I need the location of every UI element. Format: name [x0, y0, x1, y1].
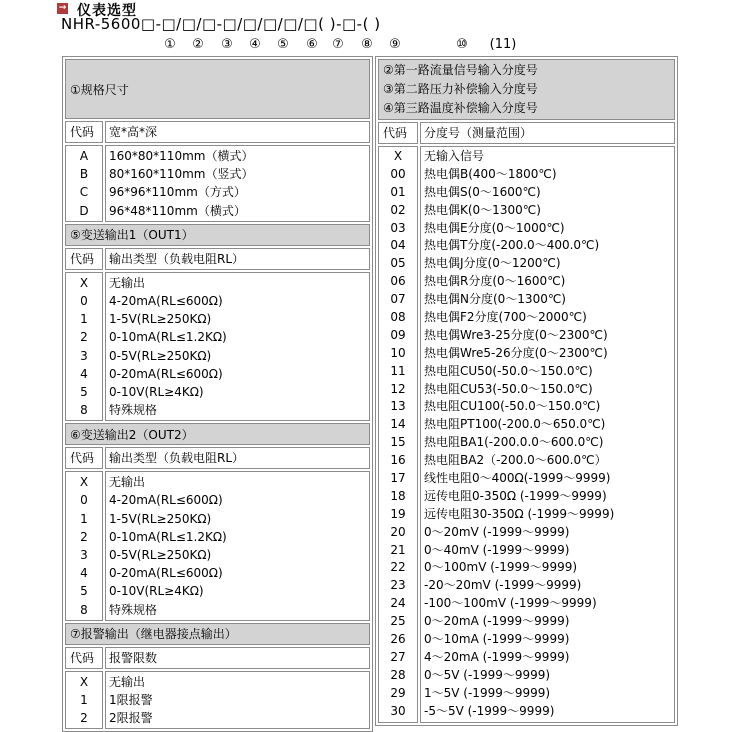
- code-value: 0: [80, 493, 88, 508]
- code-value: 18: [390, 488, 406, 503]
- code-value: 2: [80, 711, 88, 726]
- desc-value: 0～20mV (-1999～9999): [424, 524, 570, 539]
- position-marker: ⑤: [277, 37, 289, 52]
- desc-value: 96*48*110mm（横式）: [109, 203, 246, 218]
- col-header-code: 代码: [65, 248, 103, 270]
- desc-value: 热电阻CU100(-50.0～150.0℃): [424, 399, 601, 414]
- code-value: 07: [390, 292, 406, 307]
- code-value: 19: [390, 506, 406, 521]
- input-header-line: ②第一路流量信号输入分度号: [383, 63, 538, 77]
- desc-value: 热电阻BA2（-200.0～600.0℃）: [424, 453, 607, 468]
- position-marker: ⑦: [332, 37, 344, 52]
- code-list: [65, 272, 103, 422]
- code-value: 08: [390, 310, 406, 325]
- code-value: X: [79, 275, 89, 290]
- col-header-desc: 输出类型（负载电阻RL）: [105, 248, 370, 270]
- desc-value: 4～20mA (-1999～9999): [424, 649, 570, 664]
- code-value: 5: [80, 584, 88, 599]
- code-list: [65, 471, 103, 621]
- desc-value: 0-10mA(RL≤1.2KΩ): [109, 529, 227, 544]
- model-code-line: NHR-5600□-□/□/□-□/□/□/□/□( )-□-( ): [61, 15, 381, 33]
- position-markers-row: [0, 37, 735, 54]
- code-value: 06: [390, 274, 406, 289]
- col-header-code: 代码: [65, 447, 103, 469]
- col-header-code: 代码: [65, 121, 103, 143]
- code-value: 1: [80, 692, 88, 707]
- col-header-desc: 宽*高*深: [105, 121, 370, 143]
- section-header-out2: ⑥变送输出2（OUT2）: [65, 423, 370, 445]
- desc-value: 0～5V (-1999～9999): [424, 667, 551, 682]
- code-value: 10: [390, 345, 406, 360]
- code-value: 16: [390, 453, 406, 468]
- code-value: 03: [390, 220, 406, 235]
- position-marker: ⑨: [389, 37, 401, 52]
- desc-value: 热电偶Wre3-25分度(0～2300℃): [424, 327, 608, 342]
- code-list: [65, 145, 103, 222]
- desc-value: 160*80*110mm（横式）: [109, 149, 254, 163]
- code-value: 22: [390, 560, 406, 575]
- desc-list: [105, 471, 370, 621]
- desc-value: 2限报警: [109, 711, 153, 726]
- code-value: X: [79, 674, 89, 689]
- desc-list: [105, 145, 370, 222]
- code-value: 4: [80, 366, 88, 381]
- col-header-desc: 输出类型（负载电阻RL）: [105, 447, 370, 469]
- desc-value: 热电偶N分度(0～1300℃): [424, 292, 566, 307]
- code-value: 1: [80, 312, 88, 327]
- desc-value: 0-20mA(RL≤600Ω): [109, 366, 223, 381]
- code-value: 8: [80, 403, 88, 418]
- code-value: 05: [390, 256, 406, 271]
- code-value: 4: [80, 566, 88, 581]
- code-value: 26: [390, 632, 406, 647]
- desc-value: 0-5V(RL≥250KΩ): [109, 548, 212, 562]
- desc-value: 热电偶R分度(0～1600℃): [424, 274, 566, 289]
- code-value: 20: [390, 524, 406, 539]
- desc-value: 热电偶K(0～1300℃): [424, 202, 541, 217]
- desc-value: 0～100mV (-1999～9999): [424, 560, 578, 575]
- code-value: C: [79, 185, 89, 200]
- code-value: 24: [390, 596, 406, 611]
- code-value: 28: [390, 667, 406, 682]
- col-header-desc: 报警限数: [105, 647, 370, 669]
- desc-value: 无输出: [109, 275, 146, 290]
- position-marker: ②: [192, 37, 204, 52]
- arrow-right-bullet-icon: →: [58, 3, 67, 13]
- desc-value: -100～100mV (-1999～9999): [424, 596, 597, 611]
- code-value: D: [79, 203, 89, 218]
- position-marker: ①: [164, 37, 176, 52]
- desc-value: -20～20mV (-1999～9999): [424, 578, 582, 593]
- code-value: 3: [80, 548, 88, 562]
- code-value: 21: [390, 542, 406, 557]
- col-header-code: 代码: [65, 647, 103, 669]
- desc-value: 80*160*110mm（竖式）: [109, 167, 254, 182]
- left-spec-table: [62, 56, 373, 732]
- desc-value: 特殊规格: [109, 403, 158, 418]
- code-value: 11: [390, 363, 406, 378]
- code-value: X: [393, 149, 403, 163]
- desc-value: 96*96*110mm（方式）: [109, 185, 246, 200]
- code-value: 17: [390, 471, 406, 486]
- code-value: 09: [390, 327, 406, 342]
- code-value: B: [79, 167, 89, 182]
- desc-value: 无输出: [109, 475, 146, 490]
- desc-value: 1-5V(RL≥250KΩ): [109, 312, 212, 327]
- code-list: [378, 146, 418, 723]
- desc-value: 热电偶T分度(-200.0～400.0℃): [424, 238, 600, 253]
- code-value: 30: [390, 703, 406, 718]
- code-value: 0: [80, 293, 88, 308]
- desc-value: 0～20mA (-1999～9999): [424, 614, 570, 629]
- desc-value: 热电阻BA1(-200.0.0～600.0℃): [424, 435, 604, 450]
- desc-value: 热电偶E分度(0～1000℃): [424, 220, 565, 235]
- code-value: 14: [390, 417, 406, 432]
- position-marker: (11): [489, 37, 517, 52]
- code-value: 00: [390, 166, 406, 181]
- desc-list: [105, 272, 370, 422]
- code-value: 2: [80, 529, 88, 544]
- position-marker: ④: [249, 37, 261, 52]
- desc-value: 4-20mA(RL≤600Ω): [109, 293, 223, 308]
- desc-value: 热电偶Wre5-26分度(0～2300℃): [424, 345, 608, 360]
- desc-value: 0-10mA(RL≤1.2KΩ): [109, 330, 227, 345]
- desc-value: 热电偶J分度(0～1200℃): [424, 256, 561, 271]
- desc-value: 0-10V(RL≥4KΩ): [109, 584, 204, 599]
- code-value: 3: [80, 348, 88, 363]
- col-header-desc: 分度号（测量范围）: [420, 122, 675, 144]
- desc-value: 0-5V(RL≥250KΩ): [109, 348, 212, 363]
- col-header-code: 代码: [378, 122, 418, 144]
- code-value: 12: [390, 381, 406, 396]
- desc-value: 无输出: [109, 674, 146, 689]
- code-value: 13: [390, 399, 406, 414]
- desc-value: 无输入信号: [424, 149, 485, 163]
- desc-value: 热电阻CU53(-50.0～150.0℃): [424, 381, 593, 396]
- code-value: 15: [390, 435, 406, 450]
- code-value: 2: [80, 330, 88, 345]
- desc-value: 0～40mV (-1999～9999): [424, 542, 570, 557]
- desc-value: -5～5V (-1999～9999): [424, 703, 555, 718]
- desc-value: 1～5V (-1999～9999): [424, 685, 551, 700]
- position-marker: ⑧: [361, 37, 373, 52]
- code-value: 02: [390, 202, 406, 217]
- desc-value: 热电偶S(0～1600℃): [424, 184, 541, 199]
- desc-value: 0～10mA (-1999～9999): [424, 632, 570, 647]
- code-value: 25: [390, 614, 406, 629]
- section-header-inputs: [378, 59, 675, 120]
- position-marker: ⑩: [456, 37, 468, 52]
- desc-value: 热电偶B(400～1800℃): [424, 166, 557, 181]
- desc-list: [420, 146, 675, 723]
- desc-value: 远传电阻30-350Ω (-1999～9999): [424, 506, 615, 521]
- section-header-alarm: ⑦报警输出（继电器接点输出）: [65, 623, 370, 645]
- position-marker: ③: [221, 37, 233, 52]
- page-title: 仪表选型: [77, 3, 137, 19]
- code-value: 04: [390, 238, 406, 253]
- code-value: 5: [80, 384, 88, 399]
- desc-value: 4-20mA(RL≤600Ω): [109, 493, 223, 508]
- desc-value: 0-20mA(RL≤600Ω): [109, 566, 223, 581]
- desc-value: 特殊规格: [109, 602, 158, 617]
- desc-value: 线性电阻0～400Ω(-1999～9999): [424, 471, 611, 486]
- desc-value: 远传电阻0-350Ω (-1999～9999): [424, 488, 607, 503]
- right-spec-table: [375, 56, 678, 726]
- input-header-line: ④第三路温度补偿输入分度号: [383, 101, 538, 115]
- code-value: 1: [80, 511, 88, 526]
- desc-value: 热电阻CU50(-50.0～150.0℃): [424, 363, 593, 378]
- desc-value: 热电阻PT100(-200.0～650.0℃): [424, 417, 606, 432]
- desc-value: 0-10V(RL≥4KΩ): [109, 384, 204, 399]
- desc-list: [105, 671, 370, 730]
- desc-value: 1-5V(RL≥250KΩ): [109, 511, 212, 526]
- code-value: 27: [390, 649, 406, 664]
- code-value: 01: [390, 184, 406, 199]
- input-header-line: ③第二路压力补偿输入分度号: [383, 82, 538, 96]
- position-marker: ⑥: [306, 37, 318, 52]
- code-list: [65, 671, 103, 730]
- section-header-size: ①规格尺寸: [65, 59, 370, 119]
- code-value: 8: [80, 602, 88, 617]
- desc-value: 1限报警: [109, 692, 153, 707]
- code-value: 23: [390, 578, 406, 593]
- code-value: A: [79, 149, 89, 163]
- code-value: 29: [390, 685, 406, 700]
- desc-value: 热电偶F2分度(700～2000℃): [424, 310, 587, 325]
- code-value: X: [79, 475, 89, 490]
- section-header-out1: ⑤变送输出1（OUT1）: [65, 224, 370, 246]
